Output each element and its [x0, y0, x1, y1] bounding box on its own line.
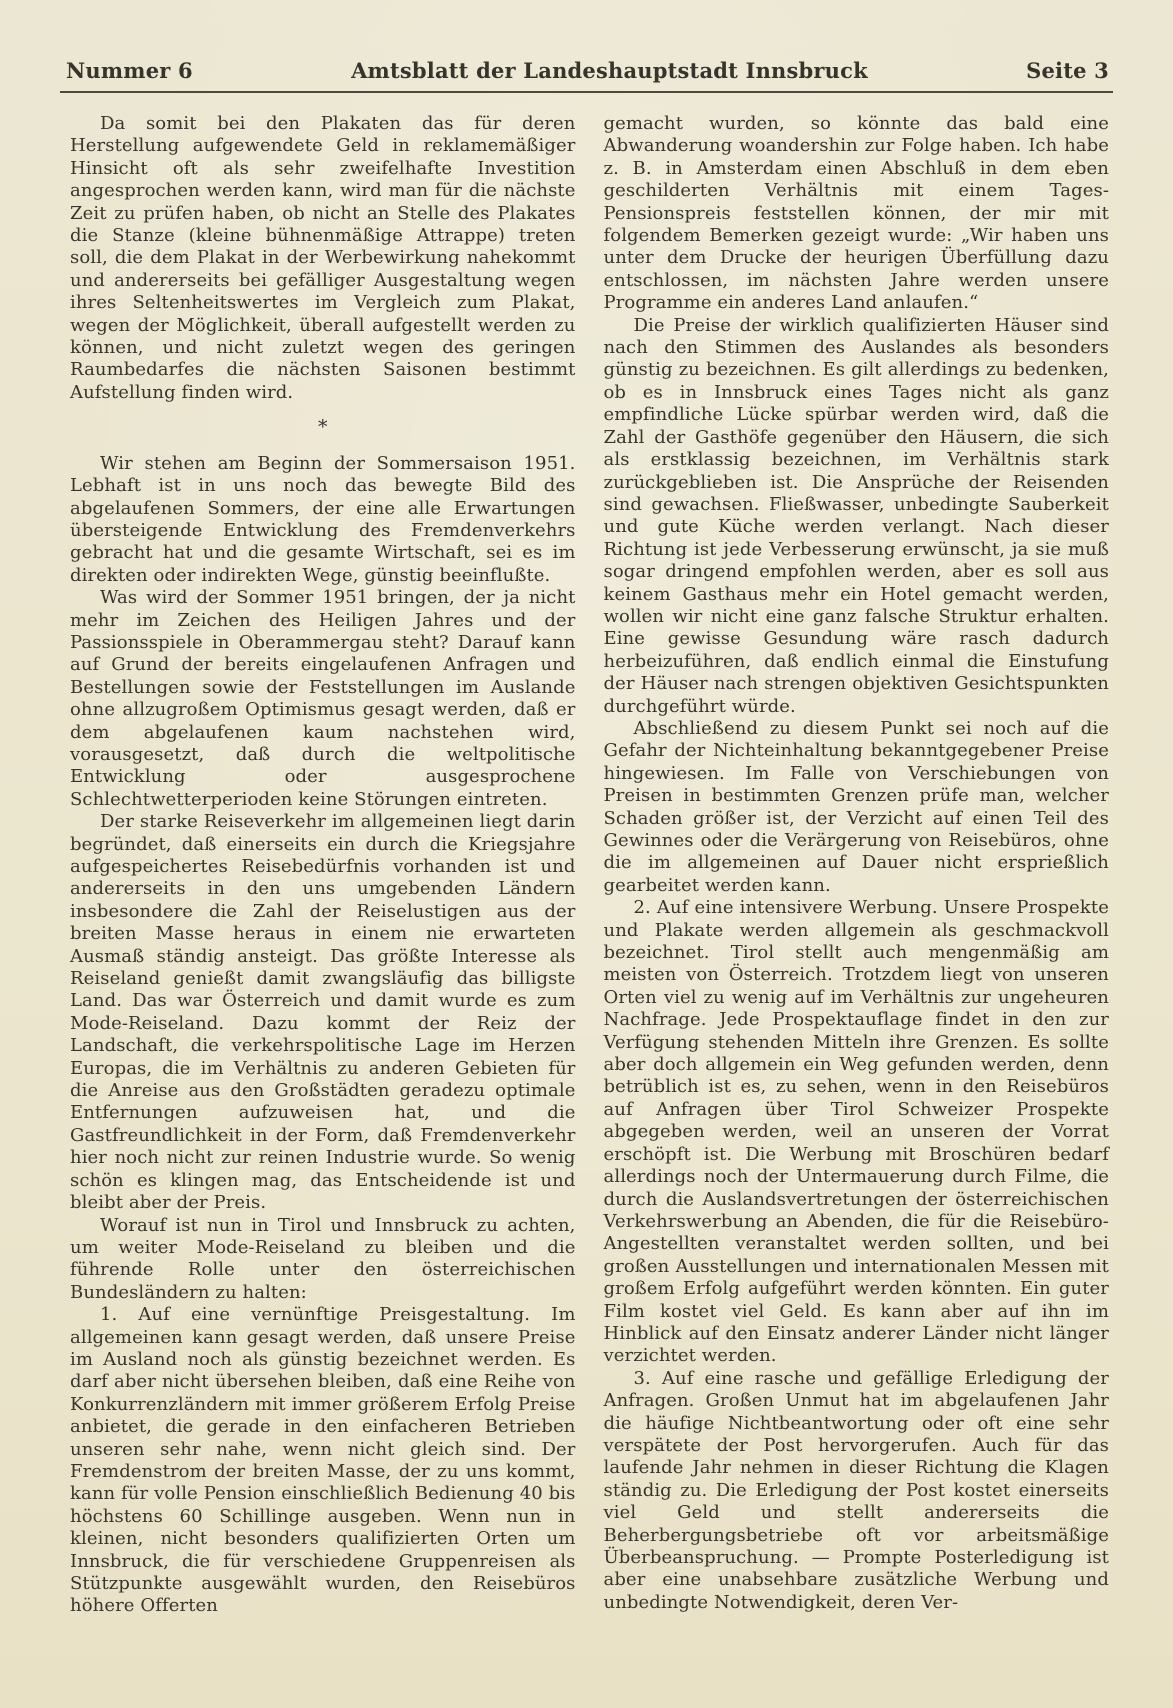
paragraph: Abschließend zu diesem Punkt sei noch auf die Gefahr der Nichteinhaltung bekanntgegebener Preise hingewiesen. Im Falle von Verschiebungen von Preisen in bestimmten Grenzen prüfe man, welcher Schaden größer ist, der Verzicht auf einen Teil des Gewinnes oder die Verärgerung von Reisebüros, ohne die im allgemeinen auf Dauer nicht ersprießlich gearbeitet werden kann.	[603, 717, 1109, 896]
paragraph: 2. Auf eine intensivere Werbung. Unsere Prospekte und Plakate werden allgemein als geschmackvoll bezeichnet. Tirol stellt auch mengenmäßig am meisten von Österreich. Trotzdem liegt von unseren Orten viel zu wenig auf im Verhältnis zur ungeheuren Nachfrage. Jede Prospektauflage findet in den zur Verfügung stehenden Mitteln ihre Grenzen. Es sollte aber doch allgemein ein Weg gefunden werden, denn betrüblich ist es, zu sehen, wenn in den Reisebüros auf Anfragen über Tirol Schweizer Prospekte abgegeben werden, weil an unseren der Vorrat erschöpft ist. Die Werbung mit Broschüren bedarf allerdings noch der Untermauerung durch Filme, die durch die Auslandsvertretungen der österreichischen Verkehrswerbung an Abenden, die für die Reisebüro-Angestellten veranstaltet werden sollten, und bei großen Ausstellungen und internationalen Messen mit großem Erfolg aufgeführt werden könnten. Ein guter Film kostet viel Geld. Es kann aber auf ihn im Hinblick auf den Einsatz anderer Länder nicht länger verzichtet werden.	[603, 897, 1109, 1367]
article-columns	[0, 93, 1173, 1618]
paragraph-continuation: gemacht wurden, so könnte das bald eine Abwanderung woandershin zur Folge haben. Ich habe z. B. in Amsterdam einen Abschluß in dem eben geschilderten Verhältnis mit einem Tages-Pensionspreis feststellen können, der mir mit folgendem Bemerken gezeigt wurde: „Wir haben uns unter dem Drucke der heurigen Überfüllung dazu entschlossen, im nächsten Jahre werden unsere Programme ein anderes Land anlaufen.“	[603, 113, 1109, 314]
paragraph: Die Preise der wirklich qualifizierten Häuser sind nach den Stimmen des Auslandes als besonders günstig zu bezeichnen. Es gilt allerdings zu bedenken, ob es in Innsbruck eines Tages nicht als ganz empfindliche Lücke spürbar werden wird, daß die Zahl der Gasthöfe gegenüber den Häusern, die sich als erstklassig bezeichnen, im Verhältnis stark zurückgeblieben ist. Die Ansprüche der Reisenden sind gewachsen. Fließwasser, unbedingte Sauberkeit und gute Küche werden verlangt. Nach dieser Richtung ist jede Verbesserung erwünscht, ja sie muß sogar dringend empfohlen werden, aber es soll aus keinem Gasthaus mehr ein Hotel gemacht werden, wollen wir nicht eine ganz falsche Struktur erhalten. Eine gewisse Gesundung wäre rasch dadurch herbeizuführen, daß endlich einmal die Einstufung der Häuser nach strengen objektiven Gesichtspunkten durchgeführt würde.	[603, 314, 1109, 717]
paragraph: Was wird der Sommer 1951 bringen, der ja nicht mehr im Zeichen des Heiligen Jahres und der Passionsspiele in Oberammergau steht? Darauf kann auf Grund der bereits eingelaufenen Anfragen und Bestellungen sowie der Feststellungen im Auslande ohne allzugroßem Optimismus gesagt werden, daß er dem abgelaufenen kaum nachstehen wird, vorausgesetzt, daß durch die weltpolitische Entwicklung oder ausgesprochene Schlechtwetterperioden keine Störungen eintreten.	[70, 587, 576, 810]
masthead	[0, 0, 1173, 91]
paragraph: 3. Auf eine rasche und gefällige Erledigung der Anfragen. Großen Unmut hat im abgelaufenen Jahr die häufige Nichtbeantwortung oder oft eine sehr verspätete der Post hervorgerufen. Auch für das laufende Jahr nehmen in dieser Richtung die Klagen ständig zu. Die Erledigung der Post kostet einerseits viel Geld und stellt andererseits die Beherbergungsbetriebe oft vor arbeitsmäßige Überbeanspruchung. — Prompte Posterledigung ist aber eine unabsehbare zusätzliche Werbung und unbedingte Notwendigkeit, deren Ver-	[603, 1367, 1109, 1613]
paragraph: Da somit bei den Plakaten das für deren Herstellung aufgewendete Geld in reklamemäßiger Hinsicht oft als sehr zweifelhafte Investition angesprochen werden kann, wird man für die nächste Zeit zu prüfen haben, ob nicht an Stelle des Plakates die Stanze (kleine bühnenmäßige Attrappe) treten soll, die dem Plakat in der Werbewirkung nahekommt und andererseits bei gefälliger Ausgestaltung wegen ihres Seltenheitswertes im Vergleich zum Plakat, wegen der Möglichkeit, überall aufgestellt werden zu können, und nicht zuletzt wegen des geringen Raumbedarfes die nächsten Saisonen bestimmt Aufstellung finden wird.	[70, 113, 576, 403]
page-number: Seite 3	[1026, 58, 1109, 83]
paragraph: Worauf ist nun in Tirol und Innsbruck zu achten, um weiter Mode-Reiseland zu bleiben und die führende Rolle unter den österreichischen Bundesländern zu halten:	[70, 1214, 576, 1303]
section-separator: *	[317, 416, 328, 439]
issue-number: Nummer 6	[66, 58, 193, 83]
paragraph: 1. Auf eine vernünftige Preisgestaltung. Im allgemeinen kann gesagt werden, daß unsere Preise im Ausland noch als günstig bezeichnet werden. Es darf aber nicht übersehen bleiben, daß eine Reihe von Konkurrenzländern mit immer größerem Erfolg Preise anbietet, die gerade in den einfacheren Betrieben unseren sehr nahe, wenn nicht gleich sind. Der Fremdenstrom der breiten Masse, der zu uns kommt, kann für volle Pension einschließlich Bedienung 40 bis höchstens 60 Schillinge ausgeben. Wenn nun in kleinen, nicht besonders qualifizierten Orten um Innsbruck, die für verschiedene Gruppenreisen als Stützpunkte ausgewählt wurden, den Reisebüros höhere Offerten	[70, 1304, 576, 1617]
column-left	[70, 113, 576, 1618]
paragraph: Wir stehen am Beginn der Sommersaison 1951. Lebhaft ist in uns noch das bewegte Bild des abgelaufenen Sommers, der eine alle Erwartungen übersteigende Entwicklung des Fremdenverkehrs gebracht hat und die gesamte Wirtschaft, sei es im direkten oder indirekten Wege, günstig beeinflußte.	[70, 452, 576, 586]
column-right	[604, 113, 1110, 1618]
paragraph: Der starke Reiseverkehr im allgemeinen liegt darin begründet, daß einerseits ein durch die Kriegsjahre aufgespeichertes Reisebedürfnis vorhanden ist und andererseits in den uns umgebenden Ländern insbesondere die Zahl der Reiselustigen aus der breiten Masse heraus in einem nie erwarteten Ausmaß ständig ansteigt. Das größte Interesse als Reiseland genießt damit zwangsläufig das billigste Land. Das war Österreich und damit wurde es zum Mode-Reiseland. Dazu kommt der Reiz der Landschaft, die verkehrspolitische Lage im Herzen Europas, die im Verhältnis zu anderen Gebieten für die Anreise aus den Großstädten geradezu optimale Entfernungen aufzuweisen hat, und die Gastfreundlichkeit in der Form, daß Fremdenverkehr hier noch nicht zur reinen Industrie wurde. So wenig schön es klingen mag, das Entscheidende ist und bleibt aber der Preis.	[70, 811, 576, 1214]
page-title: Amtsblatt der Landeshauptstadt Innsbruck	[351, 58, 868, 83]
